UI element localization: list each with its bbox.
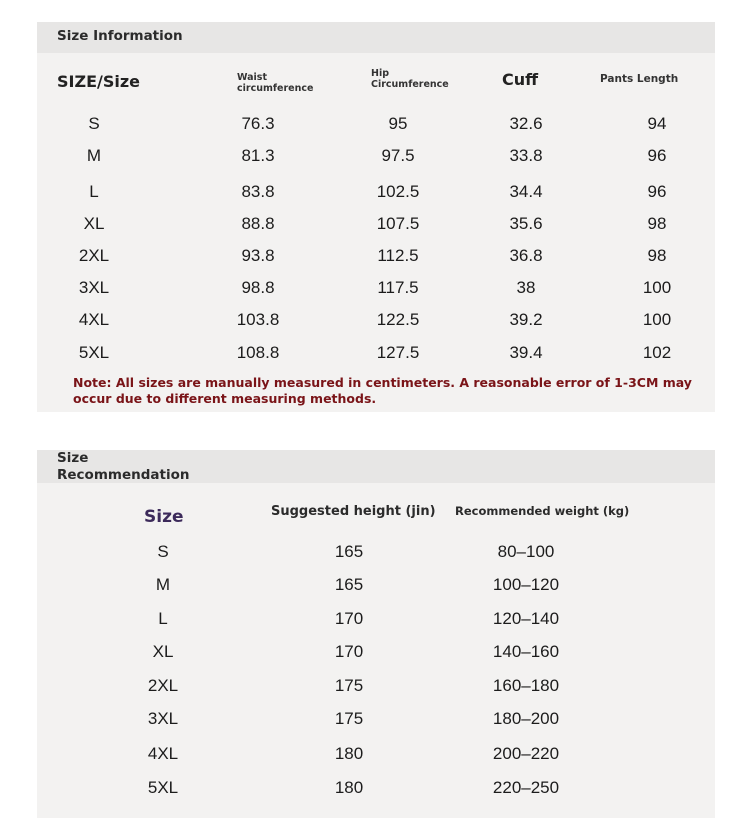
- size-info-hip-cell: 97.5: [381, 146, 415, 165]
- size-info-cuff-cell: 32.6: [509, 114, 543, 133]
- header-cuff: Cuff: [502, 70, 539, 89]
- header-rec-height: Suggested height (jin): [271, 504, 436, 519]
- header-rec-weight: Recommended weight (kg): [455, 504, 630, 518]
- size-info-size-cell: M: [86, 146, 102, 165]
- header-rec-size: Size: [144, 507, 184, 527]
- header-hip-line1: Hip: [371, 68, 390, 79]
- size-info-waist-cell: 103.8: [236, 310, 280, 329]
- size-rec-weight-cell: 220–250: [492, 778, 560, 797]
- size-rec-size-cell: S: [157, 542, 169, 561]
- size-info-cuff-cell: 33.8: [509, 146, 543, 165]
- size-rec-size-cell: 3XL: [147, 709, 179, 728]
- header-hip: [371, 68, 449, 90]
- size-rec-weight-cell: 80–100: [497, 542, 555, 561]
- size-info-size-cell: L: [89, 182, 99, 201]
- size-info-pants-length-cell: 102: [642, 343, 672, 362]
- size-info-pants-length-cell: 96: [647, 146, 667, 165]
- size-info-pants-length-cell: 100: [642, 310, 672, 329]
- size-info-hip-cell: 127.5: [376, 343, 420, 362]
- header-waist: [237, 72, 313, 94]
- header-size: SIZE/Size: [57, 72, 141, 91]
- size-info-hip-cell: 112.5: [377, 246, 419, 265]
- size-info-pants-length-cell: 98: [647, 246, 667, 265]
- size-info-size-cell: 2XL: [78, 246, 110, 265]
- size-info-pants-length-cell: 98: [647, 214, 667, 233]
- size-info-cuff-cell: 36.8: [509, 246, 543, 265]
- size-information-header-bar: [37, 22, 715, 53]
- size-info-hip-cell: 107.5: [376, 214, 420, 233]
- size-info-cuff-cell: 35.6: [509, 214, 543, 233]
- size-rec-size-cell: M: [155, 575, 171, 594]
- size-info-waist-cell: 81.3: [241, 146, 275, 165]
- size-info-cuff-cell: 34.4: [509, 182, 543, 201]
- size-info-cuff-cell: 39.2: [509, 310, 543, 329]
- size-recommendation-header-bar: [37, 450, 715, 483]
- size-info-size-cell: 5XL: [78, 343, 110, 362]
- size-rec-weight-cell: 100–120: [492, 575, 560, 594]
- size-info-waist-cell: 93.8: [241, 246, 275, 265]
- size-recommendation-title: Size Recommendation: [57, 450, 190, 483]
- size-info-waist-cell: 108.8: [236, 343, 280, 362]
- size-info-cuff-cell: 38: [516, 278, 536, 297]
- size-rec-weight-cell: 140–160: [492, 642, 560, 661]
- size-recommendation-panel: [37, 450, 715, 818]
- size-info-size-cell: 4XL: [78, 310, 110, 329]
- size-rec-weight-cell: 200–220: [492, 744, 560, 763]
- size-rec-weight-cell: 120–140: [492, 609, 560, 628]
- size-info-hip-cell: 122.5: [376, 310, 420, 329]
- header-hip-line2: Circumference: [371, 79, 449, 90]
- size-info-size-cell: XL: [83, 214, 105, 233]
- size-info-pants-length-cell: 94: [647, 114, 667, 133]
- header-waist-line2: circumference: [237, 83, 314, 94]
- size-rec-height-cell: 180: [334, 744, 364, 763]
- size-information-title: Size Information: [57, 28, 183, 44]
- size-rec-size-cell: XL: [152, 642, 174, 661]
- size-info-pants-length-cell: 96: [647, 182, 667, 201]
- header-waist-line1: Waist: [237, 72, 268, 83]
- size-info-hip-cell: 95: [388, 114, 408, 133]
- size-info-waist-cell: 88.8: [241, 214, 275, 233]
- size-info-cuff-cell: 39.4: [509, 343, 543, 362]
- size-rec-size-cell: 5XL: [147, 778, 179, 797]
- size-rec-size-cell: 2XL: [147, 676, 179, 695]
- size-information-panel: [37, 22, 715, 412]
- measurement-note: Note: All sizes are manually measured in centimeters. A reasonable error of 1-3CM may occur due to different measuring methods.: [73, 375, 692, 406]
- size-rec-height-cell: 175: [334, 676, 364, 695]
- size-rec-size-cell: L: [158, 609, 168, 628]
- size-info-hip-cell: 102.5: [376, 182, 420, 201]
- size-rec-size-cell: 4XL: [147, 744, 179, 763]
- size-rec-weight-cell: 160–180: [492, 676, 560, 695]
- size-rec-height-cell: 165: [334, 542, 364, 561]
- size-info-pants-length-cell: 100: [642, 278, 672, 297]
- header-pants-length: Pants Length: [600, 73, 679, 85]
- size-rec-height-cell: 165: [334, 575, 364, 594]
- size-info-waist-cell: 83.8: [241, 182, 275, 201]
- size-rec-height-cell: 170: [334, 642, 364, 661]
- size-rec-height-cell: 180: [334, 778, 364, 797]
- size-info-hip-cell: 117.5: [377, 278, 419, 297]
- size-rec-height-cell: 175: [334, 709, 364, 728]
- size-info-size-cell: 3XL: [78, 278, 110, 297]
- size-info-waist-cell: 76.3: [241, 114, 275, 133]
- size-info-size-cell: S: [88, 114, 100, 133]
- size-rec-weight-cell: 180–200: [492, 709, 560, 728]
- size-rec-height-cell: 170: [334, 609, 364, 628]
- size-info-waist-cell: 98.8: [241, 278, 275, 297]
